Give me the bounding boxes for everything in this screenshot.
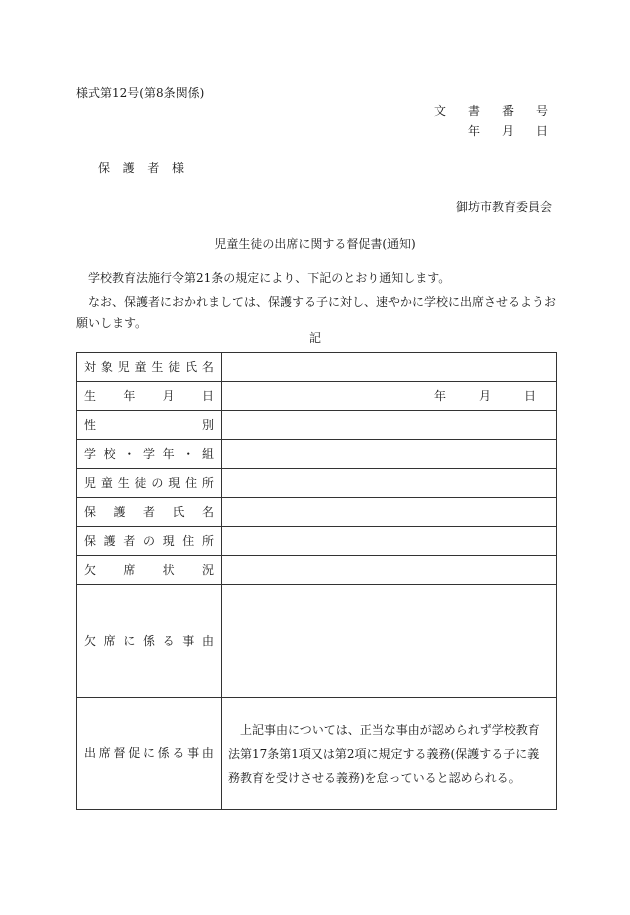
label-char: 校: [103, 446, 116, 461]
label-char: 者: [142, 504, 155, 519]
label-char: 名: [201, 359, 214, 374]
date-unit-month: 月: [501, 124, 514, 138]
row-label-school-grade-class: [77, 440, 222, 469]
label-char: 組: [201, 446, 214, 461]
label-char: 年: [162, 446, 175, 461]
label-char: 徒: [134, 475, 147, 490]
recipient-char: 様: [171, 161, 184, 175]
recipient-char: 者: [147, 161, 160, 175]
doc-number-char: 番: [501, 104, 514, 118]
label-char: 月: [162, 388, 175, 403]
ki-heading: 記: [308, 331, 321, 345]
label-char: 学: [84, 446, 97, 461]
recipient-char: 護: [122, 161, 135, 175]
recipient: [98, 160, 184, 176]
label-char: 童: [100, 475, 113, 490]
row-label-absence-reason: [77, 585, 222, 698]
row-label-student-address: [77, 469, 222, 498]
label-char: 氏: [172, 504, 185, 519]
label-char: の: [142, 533, 155, 548]
table-row: [77, 353, 557, 382]
label-char: 席: [123, 562, 136, 577]
document-title: 児童生徒の出席に関する督促書(通知): [214, 237, 416, 251]
table-row: [77, 556, 557, 585]
label-char: ・: [123, 446, 136, 461]
row-value-absence-status[interactable]: [222, 556, 557, 585]
label-char: 所: [201, 533, 214, 548]
form-table: [76, 352, 557, 810]
row-label-student-name: [77, 353, 222, 382]
doc-number-char: 号: [535, 104, 548, 118]
label-char: 生: [84, 388, 97, 403]
row-value-absence-reason[interactable]: [222, 585, 557, 698]
birth-date-unit: 日: [523, 388, 536, 403]
label-char: 現: [162, 533, 175, 548]
label-char: 席: [103, 633, 116, 648]
table-row: [77, 440, 557, 469]
label-char: 係: [142, 633, 155, 648]
label-char: る: [172, 746, 185, 761]
table-row: [77, 698, 557, 810]
label-char: 生: [117, 475, 130, 490]
body-paragraph-1: 学校教育法施行令第21条の規定により、下記のとおり通知します。: [88, 271, 451, 285]
row-label-gender: [77, 411, 222, 440]
table-row: [77, 469, 557, 498]
label-char: ・: [182, 446, 195, 461]
label-char: 事: [187, 746, 200, 761]
label-char: 児: [117, 359, 130, 374]
birth-date-unit: 年: [434, 388, 447, 403]
doc-number-char: 文: [434, 104, 447, 118]
table-row: [77, 527, 557, 556]
label-char: 童: [134, 359, 147, 374]
label-char: に: [142, 746, 155, 761]
birth-date-units: [434, 388, 536, 404]
label-char: 出: [84, 746, 97, 761]
label-char: 氏: [185, 359, 198, 374]
label-char: 欠: [84, 633, 97, 648]
row-value-gender[interactable]: [222, 411, 557, 440]
row-value-school-grade-class[interactable]: [222, 440, 557, 469]
label-char: 対: [84, 359, 97, 374]
row-label-guardian-name: [77, 498, 222, 527]
label-char: 住: [185, 475, 198, 490]
label-char: 生: [151, 359, 164, 374]
table-row: [77, 411, 557, 440]
label-char: 席: [98, 746, 111, 761]
label-char: 所: [201, 475, 214, 490]
table-row: [77, 498, 557, 527]
form-number: 様式第12号(第8条関係): [76, 86, 205, 100]
label-char: 性: [84, 417, 97, 432]
label-char: 現: [168, 475, 181, 490]
label-char: 促: [128, 746, 141, 761]
doc-number-char: 書: [467, 104, 480, 118]
label-char: 年: [123, 388, 136, 403]
label-char: る: [162, 633, 175, 648]
recipient-char: 保: [98, 161, 111, 175]
label-char: 住: [182, 533, 195, 548]
label-char: 保: [84, 533, 97, 548]
issue-date-label: [468, 123, 548, 139]
date-unit-year: 年: [468, 124, 481, 138]
label-char: 護: [103, 533, 116, 548]
row-value-guardian-address[interactable]: [222, 527, 557, 556]
birth-date-unit: 月: [478, 388, 491, 403]
label-char: 護: [113, 504, 126, 519]
row-value-student-name[interactable]: [222, 353, 557, 382]
label-char: の: [151, 475, 164, 490]
label-char: 事: [182, 633, 195, 648]
issuer: 御坊市教育委員会: [456, 200, 553, 214]
label-char: 児: [84, 475, 97, 490]
label-char: 別: [201, 417, 214, 432]
row-label-guardian-address: [77, 527, 222, 556]
label-char: 係: [157, 746, 170, 761]
body-paragraph-2: なお、保護者におかれましては、保護する子に対し、速やかに学校に出席させるようお願いします。: [76, 295, 557, 330]
label-char: 日: [201, 388, 214, 403]
label-char: 状: [162, 562, 175, 577]
label-char: 由: [201, 746, 214, 761]
row-label-attendance-reminder-reason: [77, 698, 222, 810]
document-number-label: [434, 103, 548, 119]
label-char: 者: [123, 533, 136, 548]
label-char: 由: [201, 633, 214, 648]
row-label-birth-date: [77, 382, 222, 411]
label-char: 況: [201, 562, 214, 577]
label-char: 徒: [168, 359, 181, 374]
row-value-student-address[interactable]: [222, 469, 557, 498]
row-label-absence-status: [77, 556, 222, 585]
row-value-birth-date[interactable]: [222, 382, 557, 411]
label-char: 名: [201, 504, 214, 519]
label-char: 欠: [84, 562, 97, 577]
label-char: 学: [142, 446, 155, 461]
label-char: に: [123, 633, 136, 648]
reminder-reason-text: 上記事由については、正当な事由が認められず学校教育法第17条第1項又は第2項に規定する義務(保護する子に義務教育を受けさせる義務)を怠っていると認められる。: [228, 722, 540, 785]
table-row: [77, 382, 557, 411]
row-value-attendance-reminder-reason[interactable]: [222, 698, 557, 810]
table-row: [77, 585, 557, 698]
label-char: 督: [113, 746, 126, 761]
label-char: 保: [84, 504, 97, 519]
label-char: 象: [100, 359, 113, 374]
date-unit-day: 日: [535, 124, 548, 138]
row-value-guardian-name[interactable]: [222, 498, 557, 527]
